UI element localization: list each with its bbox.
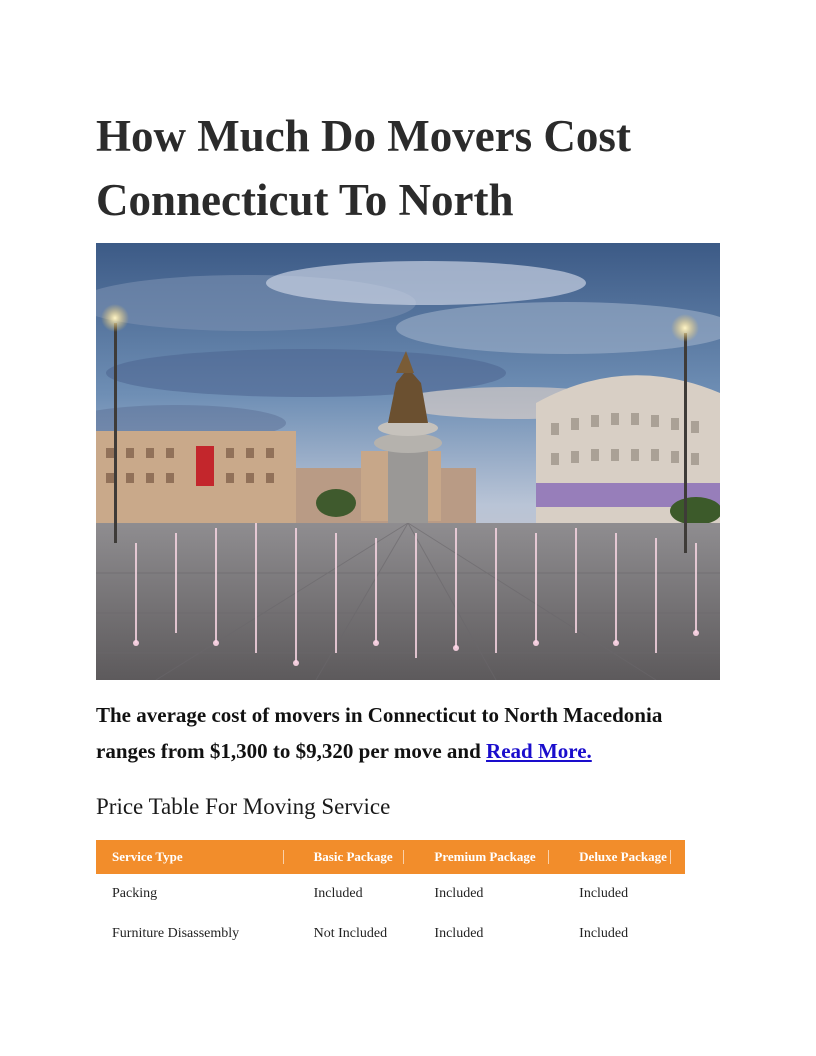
column-header: Premium Package xyxy=(418,840,563,874)
price-table xyxy=(96,840,685,954)
page-title: How Much Do Movers Cost Connecticut To North xyxy=(96,111,631,225)
table-cell: Included xyxy=(434,886,484,901)
price-table-heading: Price Table For Moving Service xyxy=(96,794,391,819)
intro-text: The average cost of movers in Connecticut to North Macedonia ranges from $1,300 to $9,320 per move and xyxy=(96,703,663,763)
table-cell: Included xyxy=(579,886,629,901)
intro-paragraph xyxy=(96,697,720,769)
table-cell: Furniture Disassembly xyxy=(112,926,240,941)
table-header-row xyxy=(96,840,685,874)
table-cell: Packing xyxy=(112,886,158,901)
table-cell: Included xyxy=(313,886,363,901)
column-header: Deluxe Package xyxy=(563,840,685,874)
table-cell: Not Included xyxy=(313,926,388,941)
table-cell: Included xyxy=(434,926,484,941)
table-row xyxy=(96,874,685,914)
column-header: Basic Package xyxy=(298,840,419,874)
table-row xyxy=(96,914,685,954)
hero-image xyxy=(96,243,720,680)
column-header: Service Type xyxy=(96,840,298,874)
table-cell: Included xyxy=(579,926,629,941)
read-more-link[interactable]: Read More. xyxy=(486,739,592,763)
